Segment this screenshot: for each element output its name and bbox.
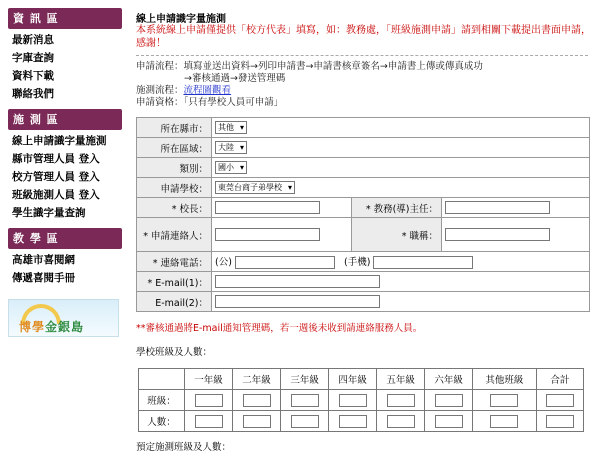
sidebar-item-class-login[interactable]: 班級施測人員 登入	[12, 189, 100, 201]
email1-input[interactable]	[215, 275, 380, 288]
district-label: 所在區域：	[137, 138, 212, 158]
sidebar-item-news[interactable]: 最新消息	[12, 34, 54, 46]
class-caption: 學校班級及人數：	[136, 347, 213, 358]
grade-header: 合計	[536, 369, 583, 390]
school-label: 申請學校：	[137, 178, 212, 198]
sidebar-item-kaohsiung[interactable]: 高雄市喜閱網	[12, 254, 75, 266]
sidebar-item-contact[interactable]: 聯絡我們	[12, 88, 54, 100]
section-title-test: 施 測 區	[8, 109, 122, 130]
classes-input[interactable]	[195, 394, 223, 407]
test-process-label: 施測流程：	[136, 85, 184, 96]
applicant-label: * 申請連絡人：	[137, 218, 212, 252]
flowchart-link[interactable]: 流程圖觀看	[183, 85, 232, 96]
section-title-teach: 教 學 區	[8, 228, 122, 249]
classes-input[interactable]	[243, 394, 271, 407]
classes-input[interactable]	[387, 394, 415, 407]
grade-header: 四年級	[329, 369, 377, 390]
applicant-input[interactable]	[215, 228, 320, 241]
grade-header: 六年級	[425, 369, 473, 390]
divider	[136, 55, 588, 56]
school-select[interactable]: 東莞台商子弟學校 ▾	[215, 181, 295, 194]
section-title-info: 資 訊 區	[8, 8, 122, 29]
grade-header: 其他班級	[473, 369, 537, 390]
people-input[interactable]	[291, 415, 319, 428]
county-label: 所在縣市：	[137, 118, 212, 138]
people-input[interactable]	[195, 415, 223, 428]
qualification-label: 申請資格：	[136, 97, 184, 108]
classes-row-label: 班級：	[139, 390, 185, 411]
sidebar-item-student-query[interactable]: 學生識字量查詢	[12, 207, 86, 219]
director-label: * 教務(導)主任：	[352, 198, 442, 218]
classes-input[interactable]	[435, 394, 463, 407]
notice-text: 本系統線上申請僅提供「校方代表」填寫，如：教務處，「班級施測申請」請到相關下載提出書面申請，感謝！	[136, 25, 591, 49]
phone-mobile-label: (手機)	[344, 257, 371, 268]
people-row-label: 人數：	[139, 411, 185, 432]
grade-header: 五年級	[377, 369, 425, 390]
email-warning: **審核通過將E-mail通知管理碼，若一週後未收到請連絡服務人員。	[136, 323, 423, 334]
sidebar-item-county-login[interactable]: 縣市管理人員 登入	[12, 153, 100, 165]
expected-caption: 預定施測班級及人數：	[136, 442, 232, 453]
category-select[interactable]: 國小 ▾	[215, 161, 247, 174]
process-info	[136, 61, 592, 109]
people-input[interactable]	[339, 415, 367, 428]
sidebar-item-handbook[interactable]: 傳遞喜閱手冊	[12, 272, 75, 284]
phone-label: * 連絡電話：	[137, 252, 212, 272]
sidebar-item-download[interactable]: 資料下載	[12, 70, 54, 82]
classes-input[interactable]	[490, 394, 518, 407]
classes-input[interactable]	[291, 394, 319, 407]
people-input[interactable]	[490, 415, 518, 428]
people-input[interactable]	[546, 415, 574, 428]
grade-header: 三年級	[281, 369, 329, 390]
people-input[interactable]	[387, 415, 415, 428]
grade-header: 二年級	[233, 369, 281, 390]
phone-office-input[interactable]	[235, 256, 335, 269]
process-line2: →審核通過→發送管理碼	[184, 73, 286, 84]
sidebar-section-info	[8, 8, 122, 109]
category-label: 類別：	[137, 158, 212, 178]
sidebar-item-school-login[interactable]: 校方管理人員 登入	[12, 171, 100, 183]
qualification-value: 「只有學校人員可申請」	[183, 97, 284, 108]
main-content	[136, 10, 592, 453]
email1-label: * E-mail(1)：	[137, 272, 212, 292]
director-input[interactable]	[445, 201, 550, 214]
sidebar-section-test	[8, 109, 122, 228]
grade-table	[138, 368, 584, 432]
sidebar-item-apply-online[interactable]: 線上申請識字量施測	[12, 135, 107, 147]
grade-header: 一年級	[185, 369, 233, 390]
classes-input[interactable]	[546, 394, 574, 407]
application-form	[136, 117, 590, 312]
process-line1: 填寫並送出資料→列印申請書→申請書核章簽名→申請書上傳或傳真成功	[183, 61, 483, 72]
email2-label: E-mail(2)：	[137, 292, 212, 312]
promo-banner[interactable]	[8, 299, 119, 337]
email2-input[interactable]	[215, 295, 380, 308]
phone-office-label: (公)	[215, 257, 232, 268]
page-title: 線上申請識字量施測	[136, 14, 226, 25]
sidebar-item-char-search[interactable]: 字庫查詢	[12, 52, 54, 64]
people-input[interactable]	[243, 415, 271, 428]
promo-text-a: 博學	[19, 320, 46, 334]
principal-label: * 校長：	[137, 198, 212, 218]
position-label: * 職稱：	[352, 218, 442, 252]
position-input[interactable]	[445, 228, 550, 241]
process-label: 申請流程：	[136, 61, 184, 72]
district-select[interactable]: 大陸 ▾	[215, 141, 247, 154]
phone-mobile-input[interactable]	[373, 256, 473, 269]
promo-text-b: 金銀島	[45, 320, 85, 334]
sidebar-section-teach	[8, 228, 122, 293]
principal-input[interactable]	[215, 201, 320, 214]
sidebar	[8, 8, 122, 337]
people-input[interactable]	[435, 415, 463, 428]
county-select[interactable]: 其他 ▾	[215, 121, 247, 134]
classes-input[interactable]	[339, 394, 367, 407]
